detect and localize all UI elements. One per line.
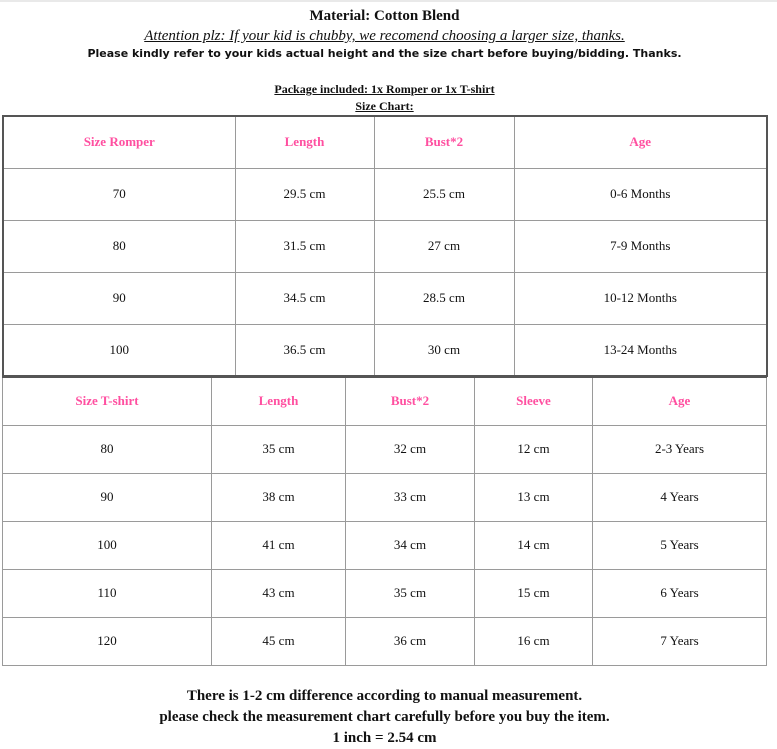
- table-cell: 80: [3, 220, 235, 272]
- footer-check-note: please check the measurement chart carefully before you buy the item.: [159, 709, 610, 725]
- column-header: Size Romper: [3, 116, 235, 168]
- table-cell: 110: [3, 569, 212, 617]
- table-cell: 80: [3, 425, 212, 473]
- table-cell: 13-24 Months: [514, 324, 767, 376]
- footer-notes: [0, 686, 769, 749]
- table-cell: 28.5 cm: [374, 272, 514, 324]
- table-cell: 14 cm: [475, 521, 593, 569]
- table-cell: 27 cm: [374, 220, 514, 272]
- table-row: [3, 473, 767, 521]
- table-cell: 0-6 Months: [514, 168, 767, 220]
- column-header: Size T-shirt: [3, 377, 212, 425]
- table-cell: 10-12 Months: [514, 272, 767, 324]
- column-header: Age: [593, 377, 767, 425]
- header: [0, 6, 769, 62]
- footer-inch-conversion: 1 inch = 2.54 cm: [332, 730, 437, 746]
- table-cell: 34 cm: [346, 521, 475, 569]
- table-cell: 16 cm: [475, 617, 593, 665]
- table-cell: 35 cm: [346, 569, 475, 617]
- table-cell: 43 cm: [212, 569, 346, 617]
- tshirt-size-table: [2, 376, 767, 666]
- table-row: [3, 569, 767, 617]
- table-cell: 38 cm: [212, 473, 346, 521]
- attention-note: Attention plz: If your kid is chubby, we recomend choosing a larger size, thanks.: [144, 28, 625, 44]
- column-header: Age: [514, 116, 767, 168]
- column-header: Bust*2: [346, 377, 475, 425]
- column-header: Length: [212, 377, 346, 425]
- table-cell: 5 Years: [593, 521, 767, 569]
- table-cell: 41 cm: [212, 521, 346, 569]
- material-title: Material: Cotton Blend: [309, 8, 460, 24]
- table-cell: 12 cm: [475, 425, 593, 473]
- table-cell: 36 cm: [346, 617, 475, 665]
- table-row: [3, 617, 767, 665]
- table-header-row: [3, 116, 767, 168]
- table-row: [3, 220, 767, 272]
- table-cell: 30 cm: [374, 324, 514, 376]
- column-header: Length: [235, 116, 374, 168]
- table-row: [3, 521, 767, 569]
- table-cell: 7-9 Months: [514, 220, 767, 272]
- table-cell: 34.5 cm: [235, 272, 374, 324]
- table-cell: 13 cm: [475, 473, 593, 521]
- table-row: [3, 324, 767, 376]
- package-note: Package included: 1x Romper or 1x T-shirt: [274, 82, 495, 96]
- table-cell: 100: [3, 521, 212, 569]
- table-cell: 90: [3, 473, 212, 521]
- table-cell: 70: [3, 168, 235, 220]
- table-cell: 36.5 cm: [235, 324, 374, 376]
- column-header: Bust*2: [374, 116, 514, 168]
- size-chart-title: Size Chart:: [355, 99, 414, 113]
- top-divider: [0, 0, 777, 2]
- table-cell: 33 cm: [346, 473, 475, 521]
- table-row: [3, 168, 767, 220]
- table-row: [3, 272, 767, 324]
- romper-size-table: [2, 115, 768, 377]
- column-header: Sleeve: [475, 377, 593, 425]
- table-cell: 90: [3, 272, 235, 324]
- table-cell: 32 cm: [346, 425, 475, 473]
- table-cell: 29.5 cm: [235, 168, 374, 220]
- table-row: [3, 425, 767, 473]
- table-cell: 35 cm: [212, 425, 346, 473]
- table-cell: 7 Years: [593, 617, 767, 665]
- table-cell: 100: [3, 324, 235, 376]
- table-cell: 15 cm: [475, 569, 593, 617]
- table-cell: 2-3 Years: [593, 425, 767, 473]
- table-cell: 120: [3, 617, 212, 665]
- table-cell: 4 Years: [593, 473, 767, 521]
- table-cell: 25.5 cm: [374, 168, 514, 220]
- table-header-row: [3, 377, 767, 425]
- table-cell: 31.5 cm: [235, 220, 374, 272]
- table-cell: 45 cm: [212, 617, 346, 665]
- footer-difference-note: There is 1-2 cm difference according to manual measurement.: [186, 688, 583, 704]
- refer-note: Please kindly refer to your kids actual height and the size chart before buying/bidding. Thanks.: [87, 47, 682, 60]
- table-cell: 6 Years: [593, 569, 767, 617]
